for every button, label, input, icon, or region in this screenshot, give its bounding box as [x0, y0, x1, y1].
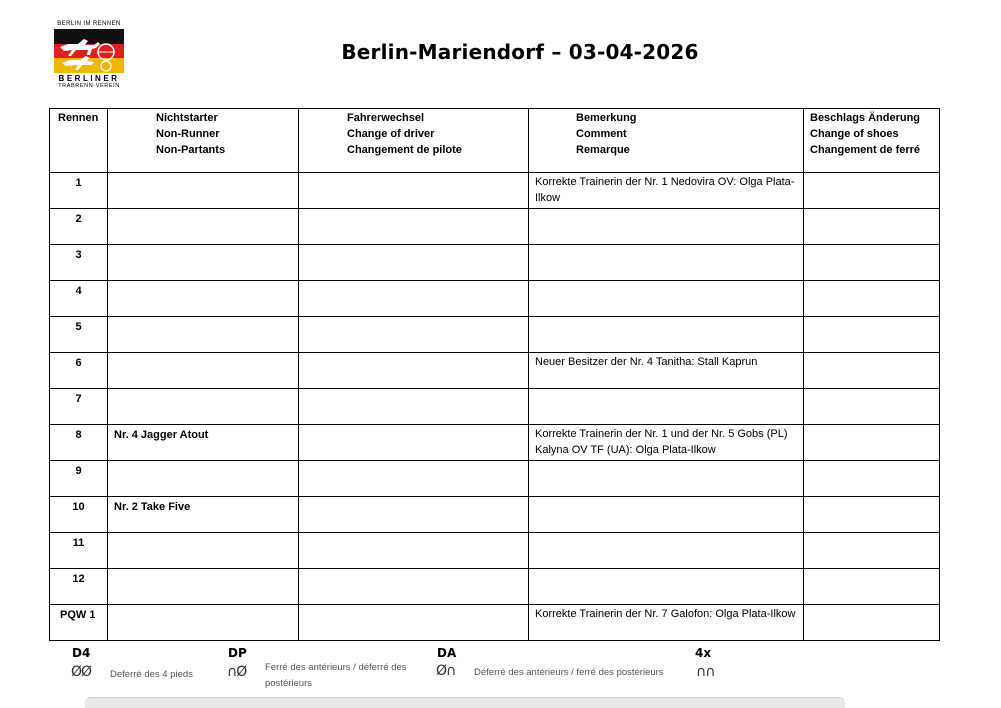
legend-code: DA [437, 646, 457, 660]
changes-table [49, 108, 940, 641]
comment-cell: Neuer Besitzer der Nr. 4 Tanitha: Stall Kaprun [529, 353, 804, 389]
race-number: 7 [50, 389, 108, 425]
non-runner-cell [108, 353, 299, 389]
page-title: Berlin-Mariendorf – 03-04-2026 [341, 40, 699, 64]
table-row [50, 209, 940, 245]
table-row [50, 461, 940, 497]
comment-cell [529, 209, 804, 245]
shoes-cell [804, 425, 940, 461]
driver-change-cell [299, 389, 529, 425]
comment-cell [529, 245, 804, 281]
logo [52, 20, 126, 96]
shoe-symbol-icon: ∩∩ [696, 664, 715, 680]
comment-cell [529, 317, 804, 353]
header-non-runner: Nichtstarter Non-Runner Non-Partants [108, 109, 299, 173]
race-number: 10 [50, 497, 108, 533]
shoes-cell [804, 173, 940, 209]
shoes-cell [804, 389, 940, 425]
table-row [50, 389, 940, 425]
legend-code: 4x [695, 646, 712, 660]
shoe-symbol-icon: ∩Ø [227, 664, 247, 680]
non-runner-cell [108, 389, 299, 425]
non-runner-cell [108, 533, 299, 569]
logo-flag-image [54, 29, 124, 73]
table-row [50, 533, 940, 569]
race-number: 12 [50, 569, 108, 605]
legend-code: DP [228, 646, 247, 660]
race-number: 5 [50, 317, 108, 353]
non-runner-cell [108, 317, 299, 353]
shoes-cell [804, 353, 940, 389]
driver-change-cell [299, 317, 529, 353]
race-number: 9 [50, 461, 108, 497]
driver-change-cell [299, 245, 529, 281]
shoes-cell [804, 281, 940, 317]
logo-top-text: BERLIN IM RENNEN [57, 21, 121, 27]
comment-cell [529, 569, 804, 605]
driver-change-cell [299, 569, 529, 605]
shoes-cell [804, 569, 940, 605]
comment-cell: Korrekte Trainerin der Nr. 1 Nedovira OV: Olga Plata-Ilkow [529, 173, 804, 209]
table-row [50, 245, 940, 281]
header-row [50, 109, 940, 173]
non-runner-cell [108, 281, 299, 317]
comment-cell [529, 281, 804, 317]
legend-description: Deferré des 4 pieds [110, 669, 193, 680]
non-runner-cell [108, 173, 299, 209]
comment-cell [529, 533, 804, 569]
non-runner-cell [108, 569, 299, 605]
driver-change-cell [299, 281, 529, 317]
race-number: 1 [50, 173, 108, 209]
table-row [50, 605, 940, 641]
comment-cell [529, 497, 804, 533]
header-rennen: Rennen [50, 109, 108, 173]
comment-cell: Korrekte Trainerin der Nr. 1 und der Nr. 5 Gobs (PL) Kalyna OV TF (UA): Olga Plata-Ilkow [529, 425, 804, 461]
viewer-bottom-bar [85, 697, 845, 708]
table-row [50, 281, 940, 317]
table-row [50, 497, 940, 533]
comment-cell [529, 389, 804, 425]
shoes-cell [804, 461, 940, 497]
header-shoes: Beschlags Änderung Change of shoes Changement de ferré [804, 109, 940, 173]
table-row [50, 173, 940, 209]
driver-change-cell [299, 425, 529, 461]
non-runner-cell [108, 245, 299, 281]
legend-description: Déferré des antérieurs / ferré des postérieurs [474, 667, 664, 678]
legend-description: Ferré des antérieurs / déferré des postérieurs [265, 662, 407, 689]
logo-subtitle: TRABRENN-VEREIN [58, 83, 120, 89]
driver-change-cell [299, 605, 529, 641]
logo-name: BERLINER [58, 74, 120, 83]
legend-code: D4 [72, 646, 91, 660]
non-runner-cell: Nr. 4 Jagger Atout [108, 425, 299, 461]
shoes-cell [804, 497, 940, 533]
race-number: 6 [50, 353, 108, 389]
comment-cell [529, 461, 804, 497]
non-runner-cell [108, 209, 299, 245]
header-driver-change: Fahrerwechsel Change of driver Changement de pilote [299, 109, 529, 173]
table-row [50, 425, 940, 461]
non-runner-cell: Nr. 2 Take Five [108, 497, 299, 533]
table-row [50, 569, 940, 605]
shoes-cell [804, 605, 940, 641]
shoe-symbol-icon: Ø∩ [436, 663, 456, 679]
shoes-cell [804, 245, 940, 281]
race-number: 8 [50, 425, 108, 461]
driver-change-cell [299, 173, 529, 209]
driver-change-cell [299, 533, 529, 569]
header-comment: Bemerkung Comment Remarque [529, 109, 804, 173]
shoes-cell [804, 209, 940, 245]
table-row [50, 317, 940, 353]
non-runner-cell [108, 605, 299, 641]
shoes-cell [804, 533, 940, 569]
shoes-cell [804, 317, 940, 353]
race-number: PQW 1 [50, 605, 108, 641]
shoe-symbol-icon: ØØ [71, 664, 92, 680]
driver-change-cell [299, 461, 529, 497]
driver-change-cell [299, 209, 529, 245]
race-number: 4 [50, 281, 108, 317]
driver-change-cell [299, 353, 529, 389]
comment-cell: Korrekte Trainerin der Nr. 7 Galofon: Olga Plata-Ilkow [529, 605, 804, 641]
driver-change-cell [299, 497, 529, 533]
race-number: 3 [50, 245, 108, 281]
table-row [50, 353, 940, 389]
race-number: 11 [50, 533, 108, 569]
non-runner-cell [108, 461, 299, 497]
race-number: 2 [50, 209, 108, 245]
